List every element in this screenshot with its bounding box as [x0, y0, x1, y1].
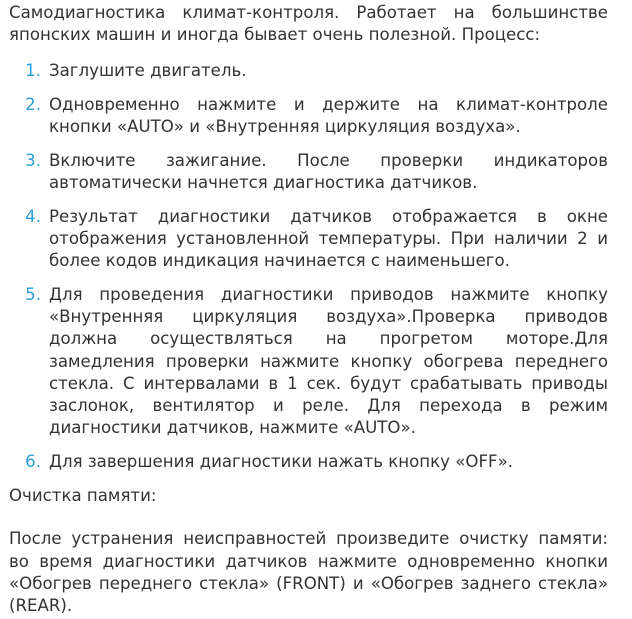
step-item — [9, 94, 608, 138]
step-text: Включите зажигание. После проверки индикаторов автоматически начнется диагностика датчиков. — [49, 151, 608, 193]
step-item — [9, 150, 608, 194]
step-item — [9, 284, 608, 439]
step-item — [9, 206, 608, 273]
step-number: 4. — [25, 206, 41, 226]
step-item — [9, 60, 608, 82]
step-number: 2. — [25, 95, 41, 115]
step-text: Заглушите двигатель. — [49, 61, 247, 81]
step-text: Для завершения диагностики нажать кнопку «OFF». — [49, 451, 514, 471]
step-item — [9, 451, 608, 473]
step-number: 6. — [25, 451, 41, 471]
step-text: Результат диагностики датчиков отображается в окне отображения установленной температуры. При наличии 2 и более кодов индикация начинается с наименьшего. — [49, 206, 608, 271]
step-number: 3. — [25, 151, 41, 171]
memory-cleanup-paragraph: После устранения неисправностей произведите очистку памяти: во время диагностики датчиков нажмите одновременно кнопки «Обогрев переднего стекла» (FRONT) и «Обогрев заднего стекла» (REAR). — [9, 529, 608, 615]
step-number: 1. — [25, 61, 41, 81]
memory-heading: Очистка памяти: — [9, 486, 157, 506]
diagnostic-steps-list — [9, 60, 608, 473]
step-number: 5. — [25, 285, 41, 305]
step-text: Одновременно нажмите и держите на климат-контроле кнопки «AUTO» и «Внутренняя циркуляция воздуха». — [49, 95, 608, 137]
step-text: Для проведения диагностики приводов нажмите кнопку «Внутренняя циркуляция воздуха».Проверка приводов должна осуществляться на прогретом моторе.Для замедления проверки нажмите кнопку обогрева переднего стекла. С интервалами в 1 сек. будут срабатывать приводы заслонок, вентилятор и реле. Для перехода в режим диагностики датчиков, нажмите «AUTO». — [49, 285, 608, 438]
intro-paragraph: Самодиагностика климат-контроля. Работает на большинстве японских машин и иногда бывает очень полезной. Процесс: — [9, 3, 608, 45]
